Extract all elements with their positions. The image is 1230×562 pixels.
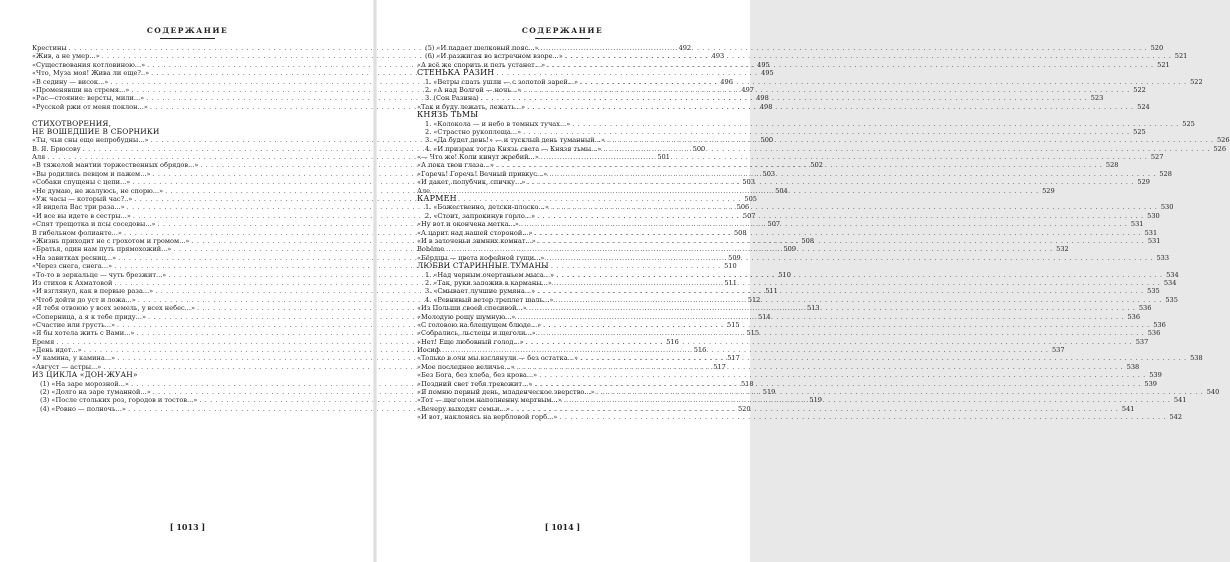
entry-title: «Жизнь приходит не с грохотом и громом...» xyxy=(32,236,190,245)
entry-page-number: 503 xyxy=(762,169,776,178)
dot-leader xyxy=(597,388,1204,396)
dot-leader xyxy=(529,304,1136,312)
dot-leader xyxy=(541,44,1148,52)
entry-page-number: 530 xyxy=(1147,211,1160,220)
entry-page-number: 535 xyxy=(1165,295,1178,304)
entry-title: «Я видела Вас три раза...» xyxy=(32,203,125,212)
entry-page-number: 514 xyxy=(758,312,771,321)
entry-title: «В тяжелой мантии торжественных обрядов...» xyxy=(32,161,199,170)
entry-page-number: 536 xyxy=(1153,320,1166,329)
entry-page-number: 532 xyxy=(1056,245,1069,254)
entry-page-number: 523 xyxy=(1090,94,1104,103)
entry-page-number: 524 xyxy=(1137,102,1150,111)
toc-entry xyxy=(417,144,1227,153)
entry-page-number: 518 xyxy=(740,379,754,388)
entry-page-number: 495 xyxy=(761,69,774,78)
dot-leader xyxy=(543,321,1150,329)
dot-leader xyxy=(541,153,1148,161)
dot-leader xyxy=(556,271,1163,279)
entry-title: 2. «А над Волгой — ночь...» xyxy=(425,85,522,94)
entry-title: (5) «И падает шелковый пояс...» xyxy=(425,44,539,52)
entry-title: Из стихов к Ахматовой xyxy=(32,278,113,287)
entry-page-number: 540 xyxy=(1206,388,1220,397)
entry-page-number: 531 xyxy=(1130,220,1144,229)
entry-title: «Русской ржи от меня поклон...» xyxy=(32,102,148,111)
dot-leader xyxy=(481,94,1088,102)
dot-leader xyxy=(527,103,1134,111)
toc-entry xyxy=(417,44,1164,52)
toc-entry xyxy=(417,337,1149,346)
entry-page-number: 522 xyxy=(1133,85,1146,94)
dot-leader xyxy=(523,128,1130,136)
entry-page-number: 500 xyxy=(760,136,774,145)
entry-page-number: 521 xyxy=(1157,60,1170,69)
dot-leader xyxy=(549,170,1156,178)
entry-title: «Счастие или грусть...» xyxy=(32,320,115,329)
toc-entry xyxy=(417,153,1164,162)
entry-page-number: 519 xyxy=(762,388,776,397)
entry-page-number: 529 xyxy=(1042,186,1055,195)
entry-title: «Тот — щеголем наполненну мертвым...» xyxy=(417,396,562,405)
entry-page-number: 520 xyxy=(737,404,751,413)
entry-page-number: 537 xyxy=(1051,346,1065,355)
entry-title: 2. «Страстно рукоплеща...» xyxy=(425,127,522,136)
entry-page-number: 526 xyxy=(1213,144,1227,153)
entry-page-number: 497 xyxy=(741,85,754,94)
entry-title: Иосиф xyxy=(417,346,440,355)
dot-leader xyxy=(546,254,1153,262)
dot-leader xyxy=(517,363,1124,371)
entry-title: «Я бы хотела жить с Вами...» xyxy=(32,329,135,338)
entry-title: «И все вы идете в сестры...» xyxy=(32,211,131,220)
entry-page-number: 513 xyxy=(807,304,820,313)
entry-page-number: 508 xyxy=(733,228,747,237)
entry-page-number: 541 xyxy=(1173,396,1187,405)
entry-title: «Собрались, льстецы и щеголи...» xyxy=(417,329,536,338)
entry-page-number: 525 xyxy=(1182,119,1195,128)
entry-title: 1. «Колокола — и небо в темных тучах...» xyxy=(425,119,571,128)
entry-title: «А пока твои глаза...» xyxy=(417,161,494,170)
section-title: СТЕНЬКА РАЗИН xyxy=(417,68,495,78)
dot-leader xyxy=(442,346,1049,354)
entry-page-number: 507 xyxy=(742,211,756,220)
entry-title: «Так и буду лежать, лежать...» xyxy=(417,102,526,111)
entry-page-number: 515 xyxy=(746,329,760,338)
entry-page-number: 536 xyxy=(1147,329,1161,338)
entry-title: «Собаки спущены с цепи...» xyxy=(32,178,131,187)
entry-page-number: 511 xyxy=(765,287,778,296)
dot-leader xyxy=(551,203,1158,211)
dot-leader xyxy=(565,52,1172,60)
entry-title: «— Что же! Коли кинут жребий...» xyxy=(417,153,539,162)
entry-page-number: 526 xyxy=(1216,136,1230,145)
section-title: ЛЮБВИ СТАРИННЫЕ ТУМАНЫ xyxy=(417,261,549,271)
section-title: СТИХОТВОРЕНИЯ, xyxy=(32,118,112,128)
entry-page-number: 493 xyxy=(711,52,725,61)
entry-title: «Ну вот и окончена метка...» xyxy=(417,220,519,229)
dot-leader xyxy=(547,61,1154,69)
entry-page-number: 516 xyxy=(693,346,707,355)
entry-page-number: 517 xyxy=(727,354,740,363)
dot-leader xyxy=(512,405,1119,413)
dot-leader xyxy=(523,86,1130,94)
entry-page-number: 519 xyxy=(809,396,822,405)
entry-page-number: 508 xyxy=(801,236,815,245)
entry-title: «И дакет, полубчик, спичку...» xyxy=(417,178,526,187)
entry-title: «Не думаю, не жалуюсь, не спорю...» xyxy=(32,186,164,195)
section-title: КАРМЕН xyxy=(417,194,457,204)
entry-title: «Жив, а не умер...» xyxy=(32,52,100,61)
entry-page-number: 535 xyxy=(1147,287,1160,296)
entry-title: 3. (Сон Разина) xyxy=(425,94,479,103)
entry-page-number: 539 xyxy=(1144,379,1157,388)
dot-leader xyxy=(538,237,1145,245)
entry-title: «С головою на блещущем блюде...» xyxy=(417,320,542,329)
entry-page-number: 496 xyxy=(720,77,733,86)
entry-title: «То-то в зеркальце — чуть брезжит...» xyxy=(32,270,167,279)
dot-leader xyxy=(432,187,1039,195)
toc-entry xyxy=(417,346,1065,355)
dot-leader xyxy=(555,296,1162,304)
subsection-title: ИЗ ЦИКЛА «ДОН-ЖУАН» xyxy=(32,370,138,380)
entry-page-number: 531 xyxy=(1147,236,1161,245)
toc-entry xyxy=(417,413,1183,422)
entry-title: 3. «Да будет день!» — и тусклый день туманный...» xyxy=(425,136,605,145)
dot-leader xyxy=(537,212,1144,220)
entry-title: «Существования котловиною...» xyxy=(32,60,146,69)
entry-page-number: 517 xyxy=(713,362,726,371)
entry-title: «Без Бога, без хлеба, без крова...» xyxy=(417,371,538,380)
dot-leader xyxy=(517,313,1124,321)
entry-title: «Чтоб дойти до уст и ложа...» xyxy=(32,295,136,304)
entry-page-number: 505 xyxy=(744,195,757,204)
entry-title: (6) «И разжигая во встречном взоре...» xyxy=(425,52,563,61)
entry-page-number: 492 xyxy=(678,44,692,52)
entry-page-number: 533 xyxy=(1156,253,1170,262)
entry-page-number: 528 xyxy=(1159,169,1172,178)
entry-page-number: 534 xyxy=(1166,270,1179,279)
entry-page-number: 501 xyxy=(657,153,670,162)
entry-page-number: 530 xyxy=(1160,203,1174,212)
entry-page-number: 509 xyxy=(728,253,741,262)
toc-entry xyxy=(417,119,1195,128)
entry-title: «И в заточеньи зимних комнат...» xyxy=(417,236,536,245)
entry-page-number: 531 xyxy=(1144,228,1158,237)
entry-title: «Вы родились певцом и пажем...» xyxy=(32,169,151,178)
dot-leader xyxy=(607,136,1214,144)
entry-page-number: 542 xyxy=(1169,413,1183,422)
entry-page-number: 498 xyxy=(759,102,773,111)
entry-title: «У камина, у камина...» xyxy=(32,354,116,363)
entry-page-number: 510 xyxy=(778,270,791,279)
entry-title: Але xyxy=(417,186,431,195)
entry-title: «Мое последнее величье...» xyxy=(417,362,515,371)
entry-title: В. Я. Брюсову xyxy=(32,144,81,153)
entry-title: «Уж часы — который час?..» xyxy=(32,195,133,204)
dot-leader xyxy=(537,287,1144,295)
dot-leader xyxy=(564,396,1171,404)
entry-title: 1. «Над черным очертаньем мыса...» xyxy=(425,270,555,279)
entry-page-number: 536 xyxy=(1127,312,1141,321)
entry-page-number: 506 xyxy=(736,203,750,212)
entry-title: «Август — астры...» xyxy=(32,362,102,371)
entry-title: «И взглянул, как в первые раза...» xyxy=(32,287,154,296)
header-rule xyxy=(535,38,590,39)
entry-title: 3. «Смывает лучшие румяна...» xyxy=(425,287,536,296)
dot-leader xyxy=(539,371,1146,379)
entry-title: «Из Польши своей спесивой...» xyxy=(417,304,527,313)
running-header: СОДЕРЖАНИЕ xyxy=(146,26,229,35)
entry-title: «Поздний свет тебя тревожит...» xyxy=(417,379,533,388)
entry-page-number: 516 xyxy=(666,337,679,346)
entry-page-number: 528 xyxy=(1105,161,1119,170)
dot-leader xyxy=(554,279,1161,287)
section-title: КНЯЗЬ ТЬМЫ xyxy=(417,110,479,120)
entry-page-number: 538 xyxy=(1190,354,1203,363)
entry-title: 1. «Божественно, детски-плоско...» xyxy=(425,203,549,212)
entry-title: «Соперница, а я к тебе приду...» xyxy=(32,312,147,321)
entry-title: «Спят трещотка и псы соседовы...» xyxy=(32,220,156,229)
entry-page-number: 536 xyxy=(1138,304,1152,313)
entry-page-number: 511 xyxy=(724,278,737,287)
entry-title: В гибельном фолианте...» xyxy=(32,228,122,237)
entry-title: «В седину — висок...» xyxy=(32,77,109,86)
dot-leader xyxy=(580,78,1187,86)
dot-leader xyxy=(535,229,1142,237)
entry-page-number: 537 xyxy=(1135,337,1149,346)
entry-title: «Через снега, снега...» xyxy=(32,262,113,271)
dot-leader xyxy=(496,161,1103,169)
page-number: [ 1013 ] xyxy=(169,522,206,532)
entry-page-number: 529 xyxy=(1137,178,1150,187)
entry-title: Еремя xyxy=(32,337,55,346)
entry-title: «И вот, наклонясь на вербловой горб...» xyxy=(417,413,558,422)
entry-page-number: 507 xyxy=(767,220,781,229)
entry-title: «Нет! Еще любовный голод...» xyxy=(417,337,524,346)
entry-title: 2. «Стоит, запрокинув горло...» xyxy=(425,211,536,220)
page-number: [ 1014 ] xyxy=(544,522,581,532)
entry-title: Аля xyxy=(32,153,46,162)
dot-leader xyxy=(572,120,1179,128)
entry-title: «Я помню первый день, младенческое зверство...» xyxy=(417,388,595,397)
entry-title: «А всё же спорить и петь устанет...» xyxy=(417,60,546,69)
entry-title: «Братья, один нам путь прямохожий...» xyxy=(32,245,172,254)
entry-title: 1. «Ветры спать ушли — с золотой зарей...» xyxy=(425,77,579,86)
header-rule xyxy=(160,38,215,39)
entry-page-number: 538 xyxy=(1126,362,1140,371)
entry-page-number: 495 xyxy=(757,60,770,69)
entry-page-number: 498 xyxy=(756,94,769,103)
entry-title: «Ты, чьи сны еще непробудны...» xyxy=(32,136,149,145)
entry-title: 2. «Так, руки заложив в карманы...» xyxy=(425,278,552,287)
entry-page-number: 502 xyxy=(810,161,823,170)
entry-title: 4. «Ревнивый ветер треплет шаль...» xyxy=(425,295,554,304)
entry-page-number: 541 xyxy=(1121,404,1135,413)
entry-page-number: 504 xyxy=(775,186,788,195)
entry-title: (3) «После стольких роз, городов и тостов...» xyxy=(40,396,198,405)
entry-title: 4. «И призрак тогда Князь света — Князя тьмы...» xyxy=(425,144,602,153)
entry-title: «День идет...» xyxy=(32,346,82,355)
entry-page-number: 539 xyxy=(1149,371,1162,380)
entry-title: «Горечь! Горечь! Вечный привкус...» xyxy=(417,169,548,178)
entry-page-number: 503 xyxy=(742,178,755,187)
entry-title: Крестины xyxy=(32,44,67,52)
entry-title: Bohême xyxy=(417,245,445,254)
dot-leader xyxy=(538,329,1145,337)
dot-leader xyxy=(580,354,1187,362)
entry-page-number: 522 xyxy=(1190,77,1203,86)
dot-leader xyxy=(534,380,1141,388)
entry-title: «На завитках ресниц...» xyxy=(32,253,117,262)
entry-title: «Только в очи мы взглянули — без остатка...» xyxy=(417,354,579,363)
dot-leader xyxy=(527,178,1134,186)
entry-page-number: 534 xyxy=(1163,278,1177,287)
entry-page-number: 512 xyxy=(747,295,761,304)
dot-leader xyxy=(603,145,1210,153)
entry-title: «Что, Муза моя! Жива ли еще?..» xyxy=(32,69,150,78)
dot-leader xyxy=(521,220,1128,228)
entry-title: (4) «Ровно — полночь...» xyxy=(40,404,126,413)
toc-entry xyxy=(417,127,1146,136)
entry-title: «Рас—стояние: версты, мили...» xyxy=(32,94,145,103)
entry-title: «Вечеру выходят семьи...» xyxy=(417,404,510,413)
dot-leader xyxy=(526,338,1133,346)
entry-title: «Бёрдцы — цвета кофейной гущи...» xyxy=(417,253,545,262)
entry-title: (2) «Долго на заре туманной...» xyxy=(40,388,151,397)
entry-page-number: 525 xyxy=(1133,127,1146,136)
dot-leader xyxy=(559,413,1166,421)
entry-page-number: 510 xyxy=(724,262,737,271)
entry-page-number: 515 xyxy=(727,320,740,329)
running-header: СОДЕРЖАНИЕ xyxy=(521,26,604,35)
entry-page-number: 509 xyxy=(783,245,797,254)
entry-page-number: 520 xyxy=(1150,44,1164,52)
entry-title: «Молодую рощу шумную...» xyxy=(417,312,516,321)
entry-page-number: 500 xyxy=(692,144,706,153)
entry-title: «Я тебя отвоюю у всех земель, у всех небес...» xyxy=(32,304,195,313)
entry-title: «А царит над нашей стороной...» xyxy=(417,228,533,237)
entry-page-number: 527 xyxy=(1150,153,1164,162)
toc-entry xyxy=(417,52,1188,61)
entry-page-number: 521 xyxy=(1174,52,1188,61)
section-title: НЕ ВОШЕДШИЕ В СБОРНИКИ xyxy=(32,126,160,136)
dot-leader xyxy=(446,245,1053,253)
toc-entry xyxy=(417,371,1162,380)
entry-title: (1) «На заре морозной...» xyxy=(40,379,129,388)
entry-title: «Променявши на стремя...» xyxy=(32,85,130,94)
